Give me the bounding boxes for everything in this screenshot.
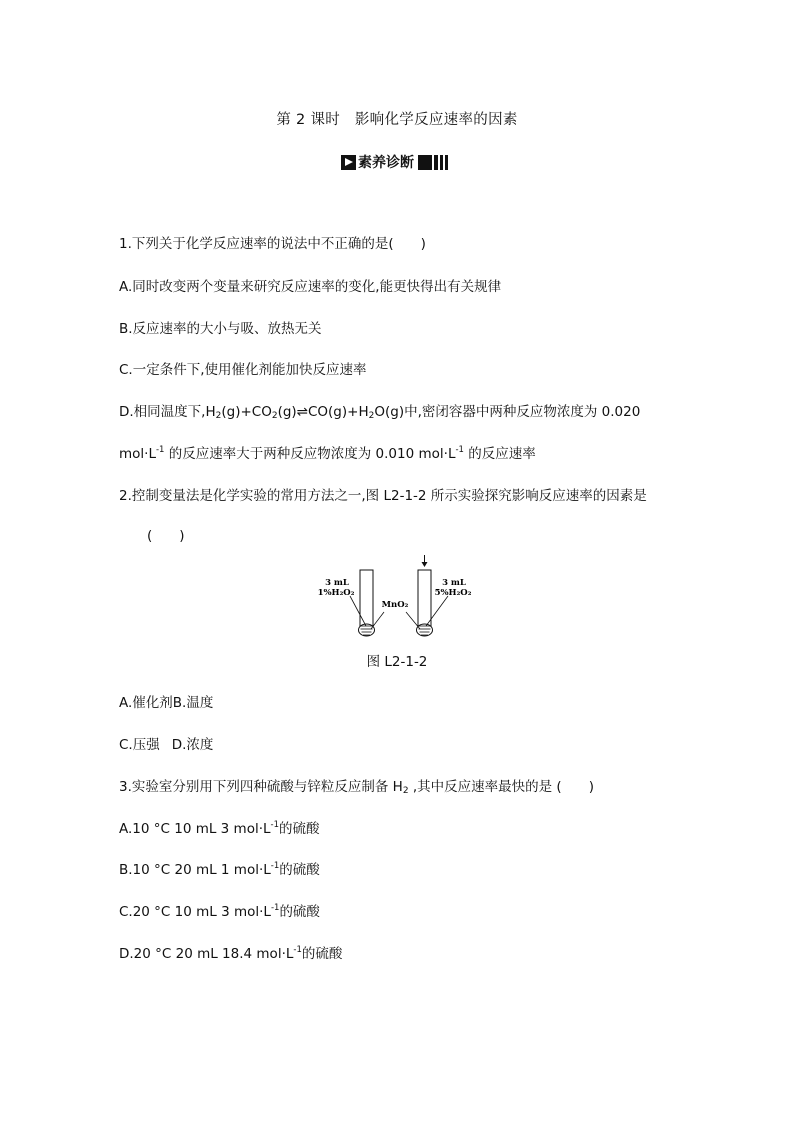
q3-option-text: B.10 °C 20 mL 1 mol·L (119, 862, 271, 878)
q3-stem-text: 3.实验室分别用下列四种硫酸与锌粒反应制备 H (119, 779, 403, 795)
q2-stem: 2.控制变量法是化学实验的常用方法之一,图 L2-1-2 所示实验探究影响反应速率的因素是 (119, 488, 647, 504)
right-volume-label: 3 mL (442, 578, 466, 588)
q3-option-text: A.10 °C 10 mL 3 mol·L (119, 821, 271, 837)
page-title: 第 2 课时 影响化学反应速率的因素 (276, 112, 518, 128)
play-icon (341, 155, 356, 170)
figure-caption: 图 L2-1-2 (366, 654, 428, 670)
q1-d-text: mol·L (119, 446, 156, 462)
q3-option-text: C.20 °C 10 mL 3 mol·L (119, 904, 271, 920)
q3-option-tail: 的硫酸 (279, 862, 320, 878)
q1-option-b: B.反应速率的大小与吸、放热无关 (119, 321, 322, 337)
badge-bar-decoration (434, 155, 438, 170)
left-solution-label: 1%H₂O₂ (317, 588, 355, 598)
q3-option-c (119, 900, 320, 920)
q2-option-d: D.浓度 (171, 737, 214, 753)
q3-option-b (119, 858, 320, 878)
q1-d-text: D.相同温度下,H (119, 404, 216, 420)
q3-stem (119, 775, 594, 796)
badge-label: 素养诊断 (358, 155, 414, 171)
q3-option-d (119, 942, 342, 962)
q3-stem-text: ,其中反应速率最快的是 ( ) (408, 779, 594, 795)
right-test-tube (418, 570, 431, 630)
q1-d-text: O(g)中,密闭容器中两种反应物浓度为 0.020 (374, 404, 641, 420)
q1-stem: 1.下列关于化学反应速率的说法中不正确的是( ) (119, 236, 426, 252)
q1-d-text: (g)+CO (221, 404, 272, 420)
q1-d-text: 的反应速率大于两种反应物浓度为 0.010 mol·L (164, 446, 456, 462)
q2-answer-paren (119, 524, 185, 544)
q2-option-cd (119, 733, 213, 753)
q3-option-a (119, 817, 320, 837)
q1-d-subscript: 2 (215, 411, 222, 421)
q1-option-c: C.一定条件下,使用催化剂能加快反应速率 (119, 362, 367, 378)
q2-option-ab: A.催化剂B.温度 (119, 695, 214, 711)
q3-option-superscript: -1 (293, 945, 302, 955)
q1-option-a: A.同时改变两个变量来研究反应速率的变化,能更快得出有关规律 (119, 279, 502, 295)
q2-option-c: C.压强 (119, 737, 160, 753)
q3-subscript: 2 (402, 786, 409, 796)
right-solution-label: 5%H₂O₂ (434, 588, 472, 598)
test-tube-figure (316, 554, 480, 642)
q1-d-superscript: -1 (455, 445, 464, 455)
q3-option-text: D.20 °C 20 mL 18.4 mol·L (119, 946, 294, 962)
q1-option-d-continued (119, 442, 536, 462)
q3-option-tail: 的硫酸 (301, 946, 343, 962)
q3-option-tail: 的硫酸 (279, 904, 320, 920)
q1-d-superscript: -1 (155, 445, 165, 455)
left-test-tube (360, 570, 373, 630)
catalyst-label: MnO₂ (381, 600, 409, 610)
badge-bar-decoration (440, 155, 443, 170)
section-badge (341, 153, 450, 171)
q3-option-tail: 的硫酸 (279, 821, 320, 837)
left-volume-label: 3 mL (325, 578, 349, 588)
q2-paren: ( ) (147, 528, 185, 544)
q3-option-superscript: -1 (270, 903, 280, 913)
q3-option-superscript: -1 (270, 861, 280, 871)
q1-d-text: (g)⇌CO(g)+H (277, 404, 369, 420)
q1-d-subscript: 2 (368, 411, 375, 421)
badge-bar-decoration (445, 155, 448, 170)
q3-option-superscript: -1 (270, 820, 279, 830)
q1-option-d (119, 400, 640, 421)
badge-bar-decoration (418, 155, 432, 170)
q1-d-text: 的反应速率 (463, 446, 536, 462)
q1-d-subscript: 2 (271, 411, 278, 421)
